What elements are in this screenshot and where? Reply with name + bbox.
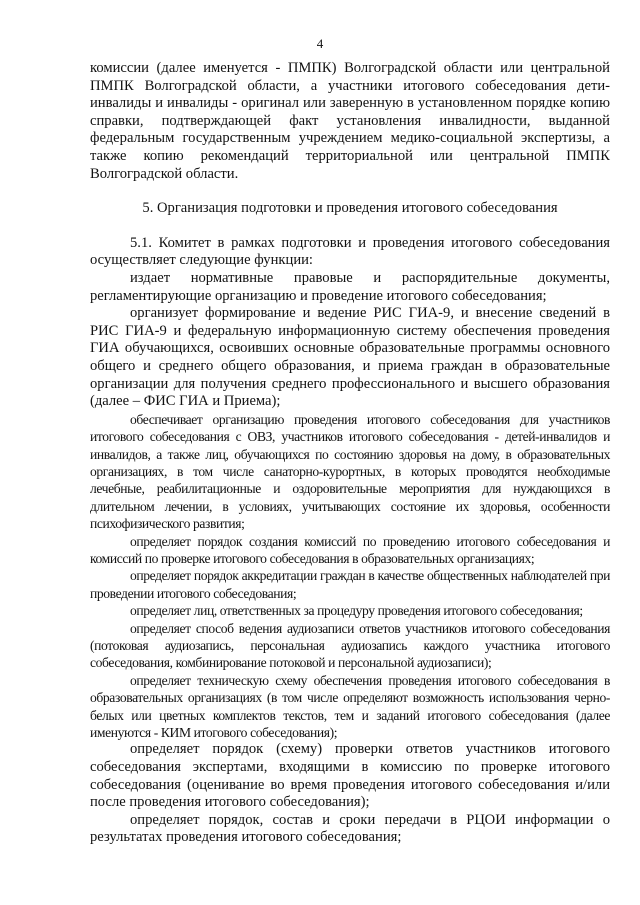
paragraph-intro: комиссии (далее именуется - ПМПК) Волгоградской области или центральной ПМПК Волгоградской области, а участники итогового собеседования дети-инвалиды и инвалиды - оригинал или заверенную в установленном порядке копию справки, подтверждающей факт установления инвалидности, выданной федеральным государственным учреждением медико-социальной экспертизы, а также копию рекомендаций территориальной или центральной ПМПК Волгоградской области. — [90, 60, 610, 182]
document-body — [90, 60, 610, 847]
paragraph-function-6: определяет лиц, ответственных за процедуру проведения итогового собеседования; — [130, 603, 583, 619]
paragraph-function-8: определяет техническую схему обеспечения проведения итогового собеседования в образовательных организациях (в том числе определяют возможность использования черно-белых или цветных комплектов текстов, тем и заданий итогового собеседования (далее именуются - КИМ итогового собеседования); — [90, 672, 610, 740]
paragraph-function-2: организует формирование и ведение РИС ГИА-9, и внесение сведений в РИС ГИА-9 и федеральную информационную систему обеспечения проведения ГИА обучающихся, освоивших основные образовательные программы основного общего и среднего общего образования, и приема граждан в образовательные организации для получения среднего профессионального и высшего образования (далее – ФИС ГИА и Приема); — [90, 305, 610, 410]
page-number: 4 — [316, 36, 324, 51]
paragraph-5-1: 5.1. Комитет в рамках подготовки и проведения итогового собеседования осуществляет следующие функции: — [90, 234, 610, 269]
section-heading: 5. Организация подготовки и проведения итогового собеседования — [142, 200, 558, 217]
paragraph-function-5: определяет порядок аккредитации граждан в качестве общественных наблюдателей при проведении итогового собеседования; — [90, 568, 610, 601]
paragraph-function-10: определяет порядок, состав и сроки передачи в РЦОИ информации о результатах проведения итогового собеседования; — [90, 811, 610, 846]
paragraph-function-3: обеспечивает организацию проведения итогового собеседования для участников итогового собеседования с ОВЗ, участников итогового собеседования - детей-инвалидов и инвалидов, а также лиц, обучающихся по состоянию здоровья на дому, в образовательных организациях, в том числе санаторно-курортных, в которых проводятся необходимые лечебные, реабилитационные и оздоровительные мероприятия для нуждающихся в длительном лечении, в условиях, учитывающих состояние их здоровья, особенности психофизического развития; — [90, 411, 610, 532]
paragraph-function-7: определяет способ ведения аудиозаписи ответов участников итогового собеседования (потоковая аудиозапись, персональная аудиозапись каждого участника итогового собеседования, комбинирование потоковой и персональной аудиозаписи); — [90, 620, 610, 671]
paragraph-function-9: определяет порядок (схему) проверки ответов участников итогового собеседования экспертами, входящими в комиссию по проверке итогового собеседования (оценивание во время проведения итогового собеседования и/или после проведения итогового собеседования); — [90, 741, 610, 811]
paragraph-function-4: определяет порядок создания комиссий по проведению итогового собеседования и комиссий по проверке итогового собеседования в образовательных организациях; — [90, 533, 610, 566]
paragraph-function-1: издает нормативные правовые и распорядительные документы, регламентирующие организацию и проведение итогового собеседования; — [90, 269, 610, 304]
